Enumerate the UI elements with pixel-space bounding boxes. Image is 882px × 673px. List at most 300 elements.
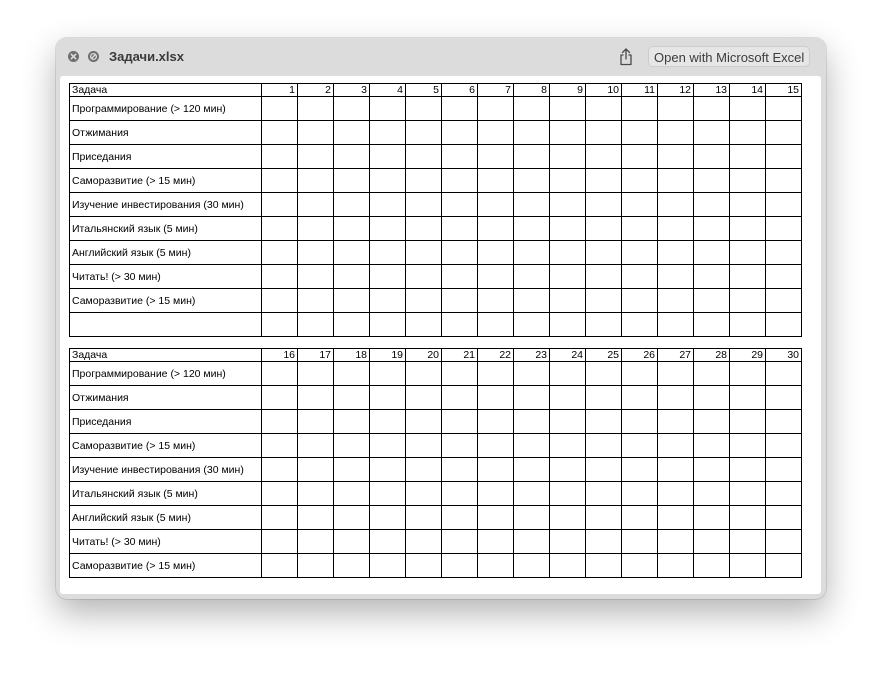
- day-cell: [406, 434, 442, 458]
- day-cell: [622, 506, 658, 530]
- day-cell: [658, 386, 694, 410]
- header-cell-day: 5: [406, 84, 442, 97]
- day-cell: [766, 241, 802, 265]
- day-cell: [442, 482, 478, 506]
- header-cell-day: 6: [442, 84, 478, 97]
- day-cell: [730, 554, 766, 578]
- day-cell: [298, 217, 334, 241]
- day-cell: [550, 145, 586, 169]
- task-cell: Приседания: [70, 145, 262, 169]
- day-cell: [370, 145, 406, 169]
- day-cell: [478, 530, 514, 554]
- task-cell: Саморазвитие (> 15 мин): [70, 554, 262, 578]
- day-cell: [514, 434, 550, 458]
- header-row: [70, 349, 802, 362]
- header-cell-day: 15: [766, 84, 802, 97]
- day-cell: [478, 482, 514, 506]
- day-cell: [658, 482, 694, 506]
- day-cell: [298, 121, 334, 145]
- day-cell: [370, 482, 406, 506]
- header-cell-day: 8: [514, 84, 550, 97]
- day-cell: [622, 241, 658, 265]
- day-cell: [406, 458, 442, 482]
- table-row: [70, 97, 802, 121]
- window-title: Задачи.xlsx: [109, 49, 184, 64]
- header-cell-day: 25: [586, 349, 622, 362]
- day-cell: [730, 169, 766, 193]
- day-cell: [550, 482, 586, 506]
- day-cell: [766, 265, 802, 289]
- day-cell: [514, 458, 550, 482]
- day-cell: [298, 289, 334, 313]
- header-cell-day: 13: [694, 84, 730, 97]
- day-cell: [406, 506, 442, 530]
- day-cell: [586, 193, 622, 217]
- header-cell-day: 19: [370, 349, 406, 362]
- day-cell: [442, 386, 478, 410]
- day-cell: [694, 193, 730, 217]
- day-cell: [550, 506, 586, 530]
- day-cell: [478, 386, 514, 410]
- day-cell: [622, 97, 658, 121]
- day-cell: [298, 97, 334, 121]
- day-cell: [334, 506, 370, 530]
- day-cell: [622, 386, 658, 410]
- day-cell: [586, 434, 622, 458]
- day-cell: [514, 289, 550, 313]
- day-cell: [658, 410, 694, 434]
- table-row: [70, 217, 802, 241]
- header-cell-day: 12: [658, 84, 694, 97]
- task-cell: Английский язык (5 мин): [70, 241, 262, 265]
- header-cell-day: 29: [730, 349, 766, 362]
- day-cell: [406, 193, 442, 217]
- day-cell: [658, 434, 694, 458]
- day-cell: [622, 169, 658, 193]
- day-cell: [586, 386, 622, 410]
- day-cell: [622, 121, 658, 145]
- day-cell: [658, 530, 694, 554]
- day-cell: [442, 169, 478, 193]
- day-cell: [514, 386, 550, 410]
- day-cell: [694, 145, 730, 169]
- day-cell: [370, 241, 406, 265]
- day-cell: [730, 145, 766, 169]
- task-cell: Читать! (> 30 мин): [70, 265, 262, 289]
- day-cell: [262, 313, 298, 337]
- day-cell: [514, 554, 550, 578]
- day-cell: [478, 265, 514, 289]
- day-cell: [406, 362, 442, 386]
- day-cell: [766, 506, 802, 530]
- day-cell: [442, 97, 478, 121]
- day-cell: [442, 410, 478, 434]
- day-cell: [550, 193, 586, 217]
- day-cell: [550, 265, 586, 289]
- day-cell: [334, 145, 370, 169]
- day-cell: [478, 458, 514, 482]
- day-cell: [730, 217, 766, 241]
- day-cell: [514, 362, 550, 386]
- day-cell: [550, 169, 586, 193]
- share-icon[interactable]: [617, 47, 635, 67]
- day-cell: [586, 145, 622, 169]
- day-cell: [262, 386, 298, 410]
- day-cell: [730, 121, 766, 145]
- day-cell: [658, 217, 694, 241]
- header-cell-day: 2: [298, 84, 334, 97]
- day-cell: [658, 145, 694, 169]
- day-cell: [694, 410, 730, 434]
- day-cell: [766, 458, 802, 482]
- sheet-table-1: [69, 83, 802, 337]
- day-cell: [406, 169, 442, 193]
- day-cell: [514, 217, 550, 241]
- day-cell: [586, 458, 622, 482]
- day-cell: [586, 217, 622, 241]
- header-cell-day: 11: [622, 84, 658, 97]
- day-cell: [514, 193, 550, 217]
- day-cell: [586, 265, 622, 289]
- task-cell: Саморазвитие (> 15 мин): [70, 289, 262, 313]
- day-cell: [694, 530, 730, 554]
- day-cell: [766, 554, 802, 578]
- day-cell: [694, 386, 730, 410]
- day-cell: [442, 554, 478, 578]
- day-cell: [550, 362, 586, 386]
- day-cell: [730, 458, 766, 482]
- day-cell: [370, 506, 406, 530]
- day-cell: [694, 554, 730, 578]
- day-cell: [262, 506, 298, 530]
- day-cell: [370, 289, 406, 313]
- day-cell: [550, 241, 586, 265]
- header-cell-day: 7: [478, 84, 514, 97]
- header-cell-day: 17: [298, 349, 334, 362]
- day-cell: [298, 554, 334, 578]
- day-cell: [658, 313, 694, 337]
- day-cell: [370, 121, 406, 145]
- day-cell: [370, 313, 406, 337]
- day-cell: [262, 410, 298, 434]
- day-cell: [442, 217, 478, 241]
- day-cell: [334, 169, 370, 193]
- day-cell: [442, 121, 478, 145]
- day-cell: [622, 410, 658, 434]
- day-cell: [658, 241, 694, 265]
- day-cell: [442, 506, 478, 530]
- day-cell: [622, 362, 658, 386]
- day-cell: [766, 97, 802, 121]
- task-cell: Программирование (> 120 мин): [70, 362, 262, 386]
- day-cell: [694, 458, 730, 482]
- day-cell: [658, 97, 694, 121]
- header-cell-day: 30: [766, 349, 802, 362]
- header-cell-day: 10: [586, 84, 622, 97]
- day-cell: [442, 193, 478, 217]
- day-cell: [766, 169, 802, 193]
- day-cell: [766, 193, 802, 217]
- day-cell: [766, 434, 802, 458]
- task-cell: Программирование (> 120 мин): [70, 97, 262, 121]
- day-cell: [262, 362, 298, 386]
- day-cell: [334, 97, 370, 121]
- day-cell: [586, 97, 622, 121]
- table-row: [70, 121, 802, 145]
- day-cell: [694, 289, 730, 313]
- table-row: [70, 169, 802, 193]
- day-cell: [586, 121, 622, 145]
- day-cell: [478, 506, 514, 530]
- day-cell: [586, 241, 622, 265]
- day-cell: [730, 530, 766, 554]
- day-cell: [442, 458, 478, 482]
- day-cell: [298, 506, 334, 530]
- task-cell: Итальянский язык (5 мин): [70, 482, 262, 506]
- day-cell: [694, 434, 730, 458]
- header-cell-day: 22: [478, 349, 514, 362]
- day-cell: [478, 241, 514, 265]
- day-cell: [622, 458, 658, 482]
- title-bar: [56, 38, 826, 76]
- day-cell: [298, 434, 334, 458]
- header-row: [70, 84, 802, 97]
- table-row: [70, 482, 802, 506]
- day-cell: [262, 217, 298, 241]
- day-cell: [262, 265, 298, 289]
- table-row: [70, 362, 802, 386]
- quicklook-window: [56, 38, 826, 599]
- day-cell: [406, 289, 442, 313]
- day-cell: [514, 265, 550, 289]
- day-cell: [262, 193, 298, 217]
- table-row: [70, 506, 802, 530]
- header-cell-day: 4: [370, 84, 406, 97]
- day-cell: [262, 482, 298, 506]
- day-cell: [550, 434, 586, 458]
- day-cell: [514, 97, 550, 121]
- sheet-table-2: [69, 348, 802, 578]
- day-cell: [514, 145, 550, 169]
- day-cell: [694, 313, 730, 337]
- day-cell: [658, 169, 694, 193]
- day-cell: [622, 193, 658, 217]
- day-cell: [478, 289, 514, 313]
- day-cell: [550, 289, 586, 313]
- header-cell-day: 1: [262, 84, 298, 97]
- day-cell: [334, 434, 370, 458]
- day-cell: [406, 217, 442, 241]
- header-cell-day: 27: [658, 349, 694, 362]
- day-cell: [262, 434, 298, 458]
- close-icon[interactable]: [68, 51, 79, 62]
- day-cell: [622, 530, 658, 554]
- day-cell: [406, 530, 442, 554]
- table-row: [70, 458, 802, 482]
- day-cell: [730, 193, 766, 217]
- day-cell: [478, 313, 514, 337]
- day-cell: [586, 530, 622, 554]
- open-with-excel-button[interactable]: Open with Microsoft Excel: [648, 46, 810, 67]
- day-cell: [550, 217, 586, 241]
- day-cell: [514, 121, 550, 145]
- header-cell-day: 26: [622, 349, 658, 362]
- day-cell: [586, 362, 622, 386]
- day-cell: [730, 313, 766, 337]
- day-cell: [478, 217, 514, 241]
- day-cell: [766, 217, 802, 241]
- day-cell: [694, 265, 730, 289]
- day-cell: [298, 362, 334, 386]
- day-cell: [514, 506, 550, 530]
- day-cell: [406, 482, 442, 506]
- day-cell: [478, 169, 514, 193]
- table-row: [70, 554, 802, 578]
- day-cell: [550, 410, 586, 434]
- table-row: [70, 241, 802, 265]
- task-cell: Изучение инвестирования (30 мин): [70, 458, 262, 482]
- table-row: [70, 386, 802, 410]
- day-cell: [658, 121, 694, 145]
- day-cell: [406, 241, 442, 265]
- day-cell: [298, 265, 334, 289]
- day-cell: [622, 145, 658, 169]
- day-cell: [766, 362, 802, 386]
- day-cell: [334, 121, 370, 145]
- day-cell: [334, 386, 370, 410]
- day-cell: [766, 530, 802, 554]
- day-cell: [514, 169, 550, 193]
- day-cell: [550, 121, 586, 145]
- day-cell: [334, 530, 370, 554]
- day-cell: [550, 530, 586, 554]
- day-cell: [622, 313, 658, 337]
- day-cell: [658, 554, 694, 578]
- day-cell: [550, 386, 586, 410]
- day-cell: [730, 386, 766, 410]
- stop-icon[interactable]: [88, 51, 99, 62]
- task-cell: Приседания: [70, 410, 262, 434]
- day-cell: [298, 313, 334, 337]
- day-cell: [478, 554, 514, 578]
- day-cell: [298, 145, 334, 169]
- day-cell: [442, 313, 478, 337]
- day-cell: [694, 217, 730, 241]
- spreadsheet-preview: [60, 76, 821, 594]
- day-cell: [478, 145, 514, 169]
- day-cell: [766, 410, 802, 434]
- table-row: [70, 313, 802, 337]
- day-cell: [514, 530, 550, 554]
- header-cell-day: 16: [262, 349, 298, 362]
- day-cell: [334, 193, 370, 217]
- day-cell: [370, 217, 406, 241]
- day-cell: [694, 506, 730, 530]
- day-cell: [298, 482, 334, 506]
- day-cell: [370, 386, 406, 410]
- day-cell: [658, 458, 694, 482]
- day-cell: [622, 265, 658, 289]
- day-cell: [370, 434, 406, 458]
- day-cell: [406, 554, 442, 578]
- day-cell: [478, 410, 514, 434]
- table-row: [70, 410, 802, 434]
- day-cell: [586, 313, 622, 337]
- table-row: [70, 193, 802, 217]
- table-row: [70, 145, 802, 169]
- day-cell: [370, 554, 406, 578]
- day-cell: [694, 169, 730, 193]
- day-cell: [514, 241, 550, 265]
- day-cell: [730, 97, 766, 121]
- day-cell: [730, 410, 766, 434]
- table-row: [70, 289, 802, 313]
- day-cell: [586, 169, 622, 193]
- header-cell-day: 21: [442, 349, 478, 362]
- day-cell: [550, 554, 586, 578]
- day-cell: [298, 458, 334, 482]
- day-cell: [262, 289, 298, 313]
- day-cell: [766, 145, 802, 169]
- day-cell: [262, 458, 298, 482]
- task-cell: Отжимания: [70, 121, 262, 145]
- day-cell: [370, 193, 406, 217]
- day-cell: [766, 482, 802, 506]
- day-cell: [658, 362, 694, 386]
- task-cell: Саморазвитие (> 15 мин): [70, 169, 262, 193]
- day-cell: [514, 482, 550, 506]
- day-cell: [442, 265, 478, 289]
- day-cell: [550, 313, 586, 337]
- day-cell: [442, 434, 478, 458]
- day-cell: [730, 434, 766, 458]
- day-cell: [586, 506, 622, 530]
- header-cell-task: Задача: [70, 84, 262, 97]
- day-cell: [370, 362, 406, 386]
- day-cell: [298, 530, 334, 554]
- day-cell: [406, 410, 442, 434]
- day-cell: [262, 145, 298, 169]
- day-cell: [694, 97, 730, 121]
- day-cell: [262, 241, 298, 265]
- header-cell-day: 28: [694, 349, 730, 362]
- day-cell: [334, 265, 370, 289]
- day-cell: [694, 362, 730, 386]
- day-cell: [370, 530, 406, 554]
- header-cell-day: 24: [550, 349, 586, 362]
- day-cell: [406, 313, 442, 337]
- table-row: [70, 265, 802, 289]
- day-cell: [406, 265, 442, 289]
- day-cell: [334, 313, 370, 337]
- day-cell: [262, 121, 298, 145]
- day-cell: [586, 482, 622, 506]
- day-cell: [622, 217, 658, 241]
- day-cell: [586, 289, 622, 313]
- day-cell: [514, 410, 550, 434]
- task-cell: Отжимания: [70, 386, 262, 410]
- day-cell: [298, 193, 334, 217]
- header-cell-task: Задача: [70, 349, 262, 362]
- day-cell: [730, 289, 766, 313]
- day-cell: [442, 145, 478, 169]
- table-row: [70, 434, 802, 458]
- day-cell: [766, 386, 802, 410]
- day-cell: [550, 97, 586, 121]
- day-cell: [478, 434, 514, 458]
- header-cell-day: 18: [334, 349, 370, 362]
- day-cell: [298, 241, 334, 265]
